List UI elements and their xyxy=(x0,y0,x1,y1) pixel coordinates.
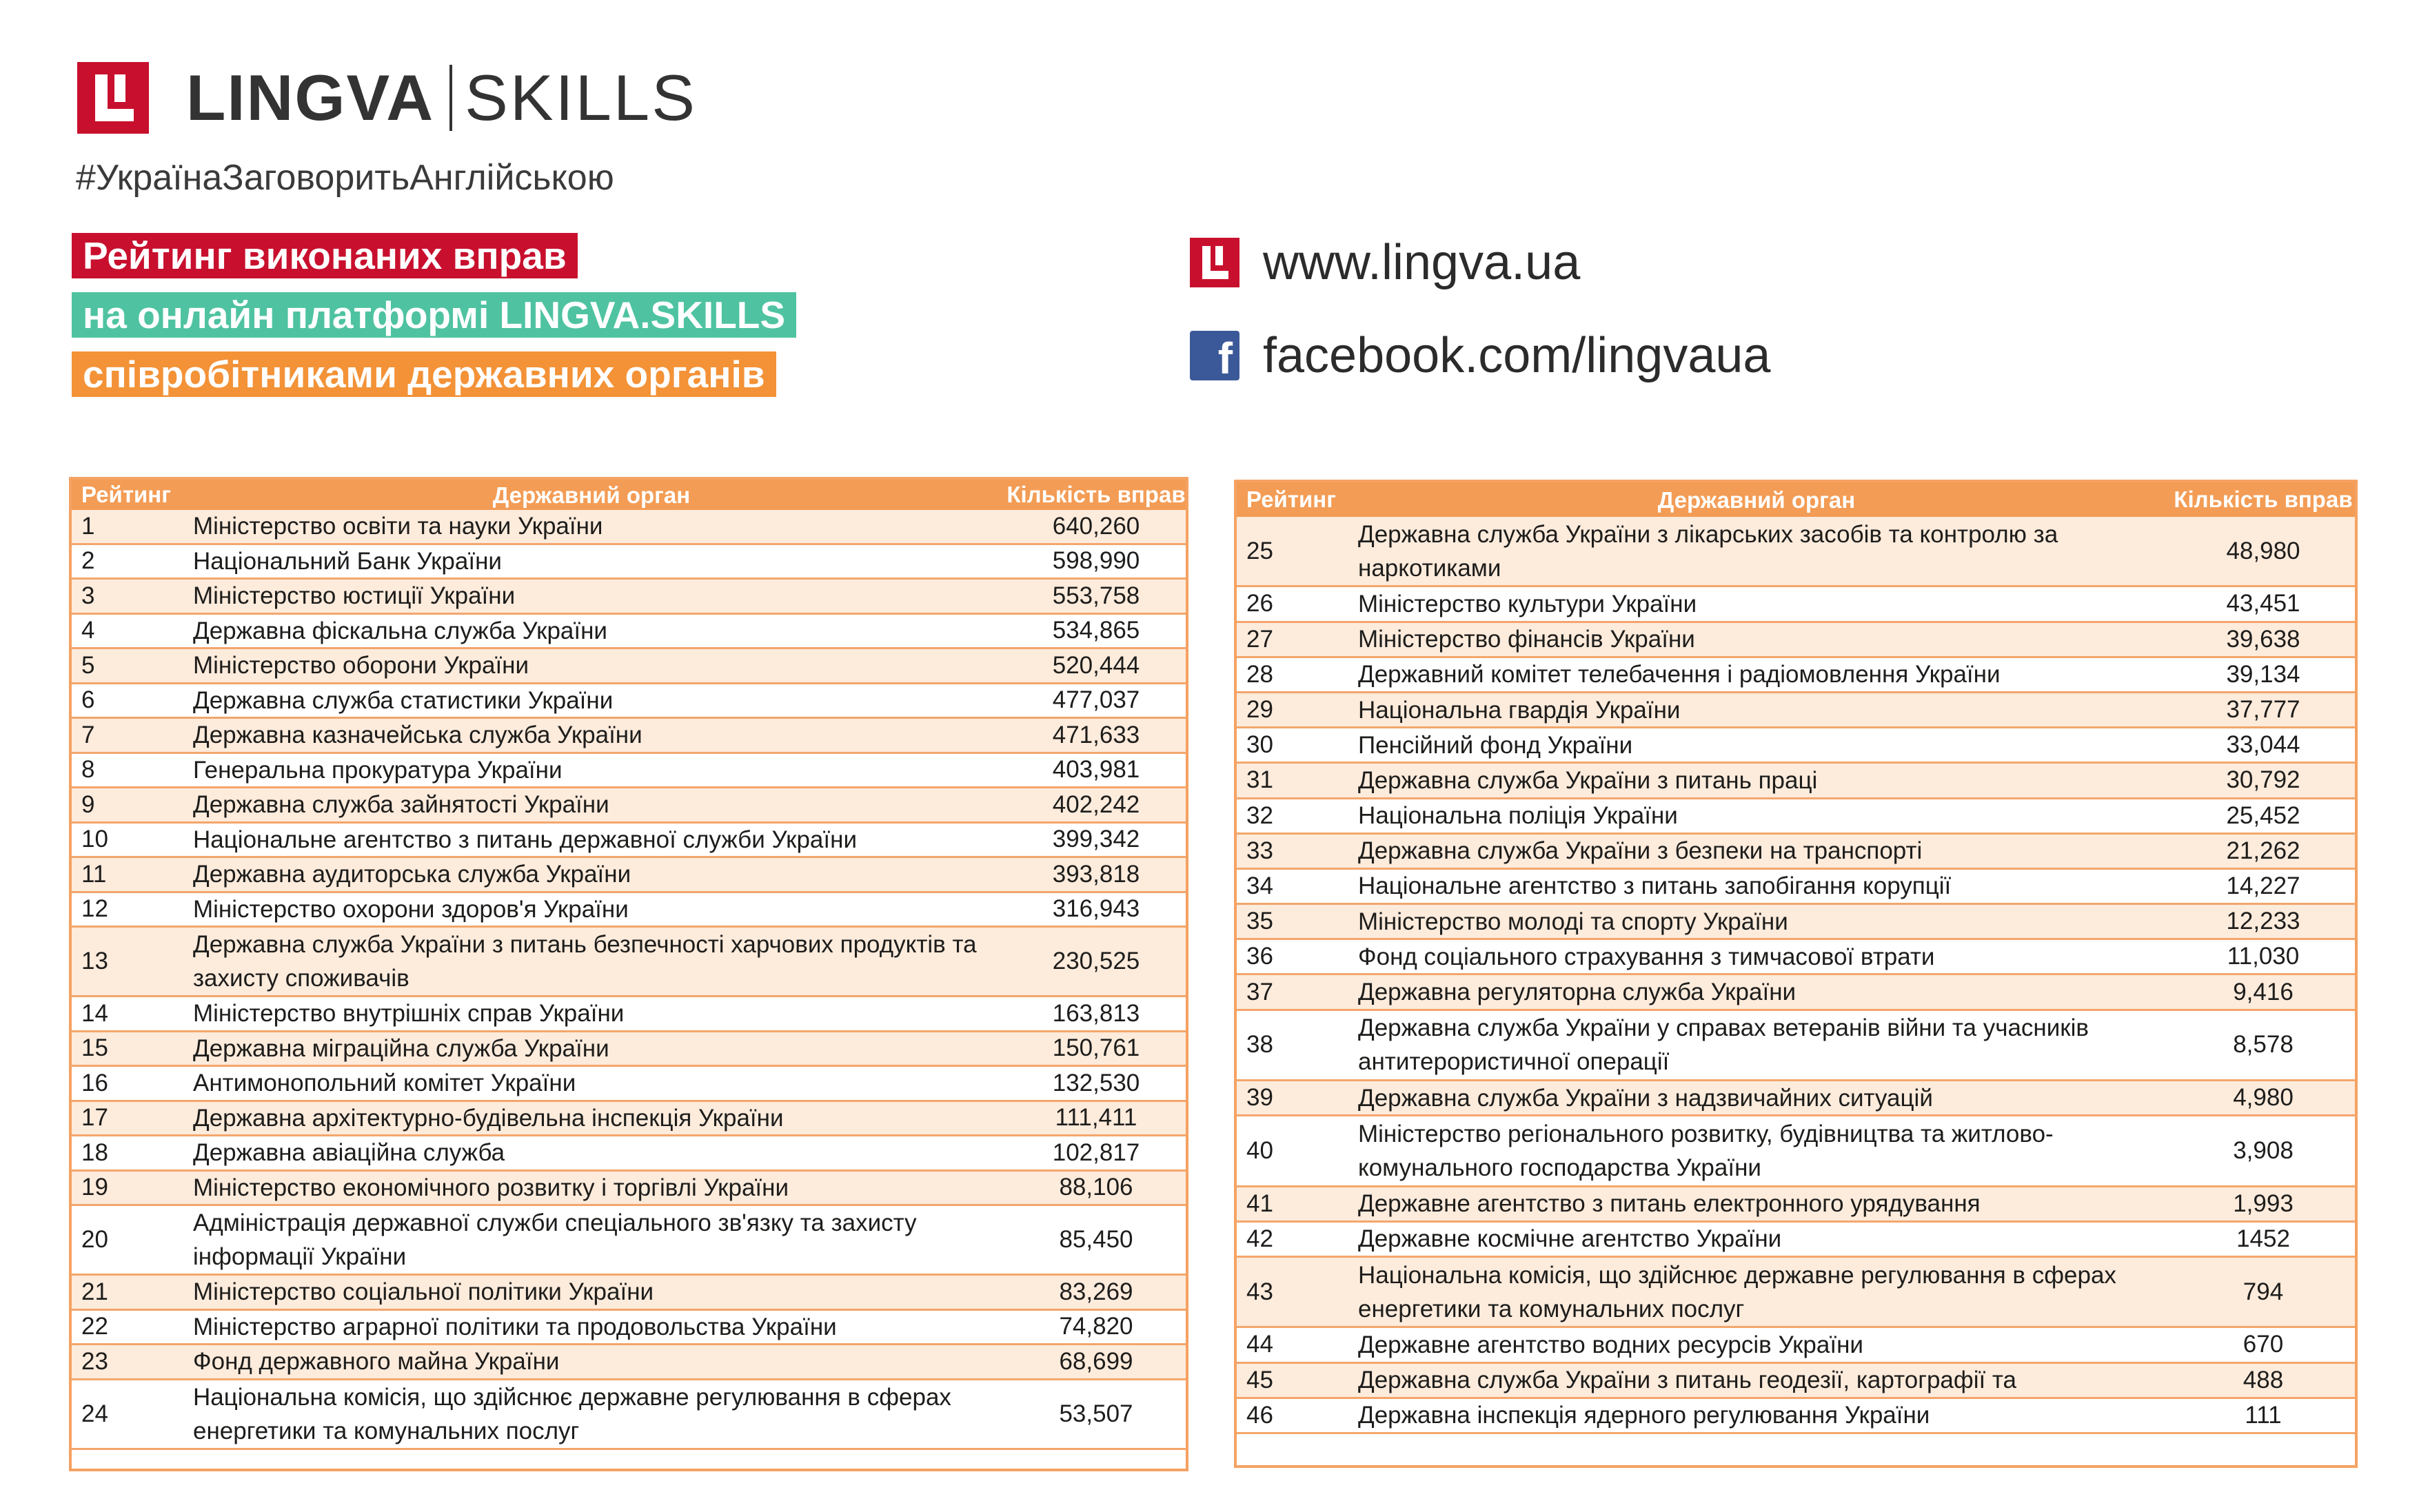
count-cell: 163,813 xyxy=(1052,999,1140,1027)
count-cell: 48,980 xyxy=(2226,537,2300,564)
organ-cell: Адміністрація державної служби спеціального зв'язку та захисту інформації України xyxy=(193,1209,917,1270)
organ-cell: Міністерство молоді та спорту України xyxy=(1358,908,1788,935)
rank-cell: 41 xyxy=(1246,1189,1273,1217)
organ-cell: Міністерство регіонального розвитку, будівництва та житлово-комунального господарства України xyxy=(1358,1120,2054,1181)
count-cell: 488 xyxy=(2243,1366,2284,1393)
count-cell: 68,699 xyxy=(1059,1347,1133,1375)
facebook-link[interactable] xyxy=(1190,327,1770,384)
count-cell: 3,908 xyxy=(2233,1136,2294,1164)
brand-logo xyxy=(77,61,697,135)
organ-cell: Державна авіаційна служба xyxy=(193,1139,505,1167)
organ-cell: Державна фіскальна служба України xyxy=(193,617,607,644)
table-row xyxy=(72,1102,1186,1137)
table-row xyxy=(72,719,1186,754)
rank-cell: 40 xyxy=(1246,1136,1273,1164)
organ-cell: Міністерство внутрішніх справ України xyxy=(193,1000,625,1028)
organ-cell: Національне агентство з питань державної служби України xyxy=(193,826,857,853)
rank-cell: 23 xyxy=(81,1347,108,1375)
table-row xyxy=(72,1136,1186,1172)
organ-cell: Міністерство юстиції України xyxy=(193,582,516,610)
count-cell: 316,943 xyxy=(1052,895,1140,923)
rank-cell: 35 xyxy=(1246,908,1273,935)
rank-cell: 45 xyxy=(1246,1366,1273,1393)
organ-cell: Державна служба зайнятості України xyxy=(193,791,609,819)
rank-cell: 12 xyxy=(81,895,108,923)
count-cell: 39,134 xyxy=(2226,660,2300,688)
table-row xyxy=(72,1032,1186,1067)
rank-cell: 5 xyxy=(81,651,95,679)
table-row xyxy=(1237,1011,2355,1081)
organ-cell: Державне агентство з питань електронного урядування xyxy=(1358,1190,1981,1218)
rating-table-right xyxy=(1234,480,2358,1468)
hashtag: #УкраїнаЗаговоритьАнглійською xyxy=(76,158,614,198)
table-row xyxy=(72,1172,1186,1207)
table-row xyxy=(1237,623,2355,658)
lingva-logo-icon xyxy=(1190,238,1239,287)
count-cell: 83,269 xyxy=(1059,1278,1133,1305)
organ-cell: Генеральна прокуратура України xyxy=(193,756,563,784)
table-row xyxy=(1237,1081,2355,1116)
table-row xyxy=(1237,905,2355,940)
count-cell: 14,227 xyxy=(2226,872,2300,899)
organ-cell: Державна служба України з безпеки на транспорті xyxy=(1358,837,1923,865)
table-row xyxy=(72,1311,1186,1346)
title-banner-line-2: на онлайн платформі LINGVA.SKILLS xyxy=(72,292,796,338)
title-banner-line-3: співробітниками державних органів xyxy=(72,351,776,397)
rank-cell: 37 xyxy=(1246,978,1273,1005)
count-cell: 11,030 xyxy=(2227,943,2300,970)
count-cell: 21,262 xyxy=(2226,837,2300,864)
count-cell: 33,044 xyxy=(2226,731,2300,759)
table-row xyxy=(1237,1116,2355,1187)
organ-cell: Антимонопольний комітет України xyxy=(193,1070,576,1097)
rank-cell: 25 xyxy=(1246,537,1273,564)
count-cell: 794 xyxy=(2243,1278,2284,1305)
table-row xyxy=(1237,940,2355,975)
brand-name-left: LINGVA xyxy=(186,61,435,134)
website-text: www.lingva.ua xyxy=(1263,235,1581,290)
header-organ: Державний орган xyxy=(1657,487,1856,513)
table-row xyxy=(1237,1328,2355,1363)
count-cell: 4,980 xyxy=(2233,1084,2294,1112)
rank-cell: 28 xyxy=(1246,660,1273,688)
table-row xyxy=(1237,658,2355,693)
count-cell: 403,981 xyxy=(1052,756,1140,784)
rank-cell: 11 xyxy=(81,860,107,888)
table-header xyxy=(72,480,1186,510)
rank-cell: 4 xyxy=(81,617,95,644)
organ-cell: Державна інспекція ядерного регулювання України xyxy=(1358,1402,1930,1429)
count-cell: 25,452 xyxy=(2226,801,2300,829)
table-row xyxy=(72,1067,1186,1102)
count-cell: 640,260 xyxy=(1052,512,1140,540)
rank-cell: 34 xyxy=(1246,872,1273,899)
table-row xyxy=(72,615,1186,650)
header-organ: Державний орган xyxy=(492,482,691,508)
table-row xyxy=(72,1206,1186,1276)
table-row xyxy=(72,1345,1186,1380)
table-row xyxy=(1237,1223,2355,1258)
rank-cell: 20 xyxy=(81,1226,108,1253)
title-banner-line-1: Рейтинг виконаних вправ xyxy=(72,233,578,278)
table-row xyxy=(1237,870,2355,905)
table-row xyxy=(1237,1258,2355,1328)
rank-cell: 46 xyxy=(1246,1401,1273,1429)
rank-cell: 26 xyxy=(1246,590,1273,617)
organ-cell: Міністерство соціальної політики України xyxy=(193,1278,654,1306)
count-cell: 1,993 xyxy=(2233,1189,2294,1217)
organ-cell: Державна аудиторська служба України xyxy=(193,861,631,888)
organ-cell: Національна гвардія України xyxy=(1358,696,1681,724)
rank-cell: 33 xyxy=(1246,837,1273,864)
rank-cell: 2 xyxy=(81,547,95,575)
rank-cell: 17 xyxy=(81,1104,108,1132)
organ-cell: Міністерство аграрної політики та продовольства України xyxy=(193,1313,837,1340)
organ-cell: Державна служба України з надзвичайних ситуацій xyxy=(1358,1084,1933,1112)
table-row xyxy=(72,545,1186,580)
count-cell: 111,411 xyxy=(1055,1104,1137,1132)
organ-cell: Державне агентство водних ресурсів України xyxy=(1358,1331,1863,1358)
table-row xyxy=(72,1276,1186,1311)
table-row xyxy=(1237,517,2355,587)
rank-cell: 3 xyxy=(81,582,95,609)
count-cell: 520,444 xyxy=(1052,651,1140,679)
facebook-text: facebook.com/lingvaua xyxy=(1263,328,1771,383)
count-cell: 85,450 xyxy=(1059,1226,1133,1253)
table-header xyxy=(1237,482,2355,517)
count-cell: 553,758 xyxy=(1052,582,1140,609)
header-rank: Рейтинг xyxy=(81,482,171,507)
organ-cell: Державна служба України з питань праці xyxy=(1358,766,1818,794)
table-row xyxy=(72,997,1186,1032)
count-cell: 402,242 xyxy=(1052,790,1140,818)
rank-cell: 31 xyxy=(1246,766,1273,794)
table-row xyxy=(72,510,1186,545)
count-cell: 393,818 xyxy=(1052,860,1140,888)
organ-cell: Фонд соціального страхування з тимчасової втрати xyxy=(1358,943,1935,970)
rank-cell: 32 xyxy=(1246,801,1273,829)
table-row xyxy=(72,754,1186,789)
count-cell: 102,817 xyxy=(1052,1138,1140,1166)
table-row xyxy=(72,684,1186,719)
rank-cell: 18 xyxy=(81,1138,108,1166)
count-cell: 230,525 xyxy=(1052,948,1140,974)
count-cell: 670 xyxy=(2243,1331,2284,1358)
lingva-logo-icon xyxy=(77,62,149,134)
organ-cell: Міністерство освіти та науки України xyxy=(193,513,603,540)
organ-cell: Національна поліція України xyxy=(1358,802,1678,830)
rank-cell: 1 xyxy=(81,512,95,540)
table-row xyxy=(1237,764,2355,799)
rank-cell: 43 xyxy=(1246,1278,1273,1305)
brand-divider xyxy=(449,65,452,131)
table-row xyxy=(72,649,1186,684)
rank-cell: 9 xyxy=(81,790,95,818)
brand-name-right: SKILLS xyxy=(465,61,697,134)
rank-cell: 29 xyxy=(1246,696,1273,724)
rank-cell: 13 xyxy=(81,948,108,974)
rank-cell: 15 xyxy=(81,1034,108,1062)
organ-cell: Державна служба статистики України xyxy=(193,686,614,714)
organ-cell: Державна служба України у справах ветеранів війни та учасників антитерористичної операції xyxy=(1358,1014,2089,1076)
rank-cell: 19 xyxy=(81,1174,108,1201)
count-cell: 477,037 xyxy=(1052,686,1140,714)
rank-cell: 10 xyxy=(81,826,108,853)
rank-cell: 14 xyxy=(81,999,108,1027)
rating-table-left xyxy=(69,477,1188,1471)
count-cell: 9,416 xyxy=(2233,978,2294,1005)
organ-cell: Державне космічне агентство України xyxy=(1358,1225,1782,1253)
count-cell: 37,777 xyxy=(2226,696,2300,724)
count-cell: 598,990 xyxy=(1052,547,1140,575)
rank-cell: 36 xyxy=(1246,943,1273,970)
count-cell: 12,233 xyxy=(2226,908,2300,935)
count-cell: 150,761 xyxy=(1052,1034,1140,1062)
table-body-left xyxy=(72,510,1186,1450)
organ-cell: Державна міграційна служба України xyxy=(193,1034,609,1062)
table-row xyxy=(1237,799,2355,835)
table-row xyxy=(72,580,1186,615)
count-cell: 1452 xyxy=(2236,1225,2290,1252)
count-cell: 74,820 xyxy=(1059,1313,1133,1340)
organ-cell: Національне агентство з питань запобігання корупції xyxy=(1358,872,1952,900)
rank-cell: 22 xyxy=(81,1313,108,1340)
rank-cell: 30 xyxy=(1246,731,1273,759)
organ-cell: Міністерство оборони України xyxy=(193,652,529,680)
table-row xyxy=(72,824,1186,859)
table-row xyxy=(72,893,1186,928)
organ-cell: Міністерство культури України xyxy=(1358,590,1697,617)
header-count: Кількість вправ xyxy=(2174,487,2353,512)
organ-cell: Державна служба України з лікарських засобів та контролю за наркотиками xyxy=(1358,520,2058,582)
organ-cell: Державний комітет телебачення і радіомовлення України xyxy=(1358,661,2001,688)
organ-cell: Державна служба України з питань безпечності харчових продуктів та захисту споживачів xyxy=(193,931,977,992)
rank-cell: 6 xyxy=(81,686,95,714)
count-cell: 53,507 xyxy=(1059,1400,1133,1427)
organ-cell: Міністерство економічного розвитку і торгівлі України xyxy=(193,1174,789,1201)
table-row xyxy=(1237,835,2355,870)
rank-cell: 42 xyxy=(1246,1225,1273,1252)
count-cell: 111 xyxy=(2245,1401,2282,1429)
table-row xyxy=(1237,1187,2355,1223)
count-cell: 30,792 xyxy=(2226,766,2300,794)
table-row xyxy=(72,928,1186,997)
count-cell: 534,865 xyxy=(1052,617,1140,644)
count-cell: 8,578 xyxy=(2233,1031,2294,1059)
table-row xyxy=(72,858,1186,893)
organ-cell: Пенсійний фонд України xyxy=(1358,731,1633,759)
organ-cell: Державна казначейська служба України xyxy=(193,722,642,749)
rank-cell: 21 xyxy=(81,1278,108,1305)
header-rank: Рейтинг xyxy=(1246,487,1336,512)
count-cell: 132,530 xyxy=(1052,1069,1140,1096)
count-cell: 39,638 xyxy=(2226,625,2300,653)
count-cell: 43,451 xyxy=(2226,590,2300,617)
table-row xyxy=(1237,728,2355,764)
organ-cell: Міністерство охорони здоров'я України xyxy=(193,895,629,923)
facebook-icon: f xyxy=(1190,331,1239,380)
count-cell: 88,106 xyxy=(1059,1174,1133,1201)
rank-cell: 8 xyxy=(81,756,95,784)
table-row xyxy=(72,788,1186,824)
table-row xyxy=(1237,587,2355,622)
table-row xyxy=(72,1380,1186,1450)
table-row xyxy=(1237,693,2355,728)
table-row xyxy=(1237,975,2355,1010)
organ-cell: Міністерство фінансів України xyxy=(1358,626,1695,653)
organ-cell: Державна регуляторна служба України xyxy=(1358,979,1796,1006)
rank-cell: 44 xyxy=(1246,1331,1273,1358)
table-row xyxy=(1237,1399,2355,1434)
table-body-right xyxy=(1237,517,2355,1434)
rank-cell: 27 xyxy=(1246,625,1273,653)
count-cell: 471,633 xyxy=(1052,721,1140,748)
rank-cell: 16 xyxy=(81,1069,108,1096)
rank-cell: 24 xyxy=(81,1400,108,1427)
organ-cell: Державна служба України з питань геодезії, картографії та xyxy=(1358,1367,2017,1394)
table-row xyxy=(1237,1364,2355,1399)
rank-cell: 38 xyxy=(1246,1031,1273,1059)
organ-cell: Фонд державного майна України xyxy=(193,1348,560,1376)
rank-cell: 39 xyxy=(1246,1084,1273,1112)
header-count: Кількість вправ xyxy=(1006,482,1186,507)
rank-cell: 7 xyxy=(81,721,95,748)
organ-cell: Національна комісія, що здійснює державне регулювання в сферах енергетики та комунальних послуг xyxy=(1358,1261,2116,1322)
organ-cell: Національна комісія, що здійснює державне регулювання в сферах енергетики та комунальних послуг xyxy=(193,1383,951,1444)
website-link[interactable] xyxy=(1190,234,1580,291)
organ-cell: Державна архітектурно-будівельна інспекція України xyxy=(193,1104,784,1132)
count-cell: 399,342 xyxy=(1052,826,1140,853)
organ-cell: Національний Банк України xyxy=(193,547,502,575)
